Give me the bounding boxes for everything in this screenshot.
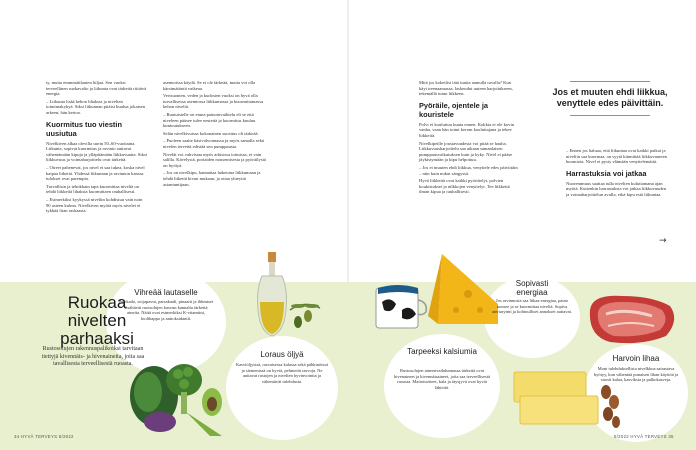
- left-column-1: [46, 80, 148, 216]
- food-title-dairy: Tarpeeksi kalsiumia: [407, 347, 477, 356]
- paragraph: Selän nivelkivuissa kokonainen suositus oli tärkeää.: [163, 130, 259, 136]
- folio-right: 8/2022 HYVÄ TERVEYS 35: [614, 434, 674, 439]
- paragraph: – Jos on nivelkipu, kannattaa hakeutua liikkumaan ja tehdä liikettä kivun mukaan, ja ottaa yhteyttä asiantuntijaan.: [163, 170, 261, 187]
- vegetables-illustration-icon: [126, 352, 226, 438]
- paragraph: – Oireet pahenevat, jos nivel ei saa tukea, koska nivel kaipaa liikettä. Yhdessä liikunnan ja ravinnon kanssa tulokset ovat parempia.: [46, 164, 145, 182]
- food-title-energy: Sopivasti energiaa: [515, 279, 549, 297]
- food-title-meat: Harvoin lihaa: [612, 354, 660, 363]
- paragraph: asennoissa käydä. Se ei ole tärkeää, mutta voi olla kärsimätöntä vaikeaa.: [163, 80, 256, 91]
- paragraph: Nivelkiven alkaa olevilla usein 50–60-vuotiaina. Liikunta, sopivat kuormitus ja ravinto auttavat vähentämään kipuja ja ylläpitämään liikkuvuutta. Siksi liikkuvuus ja voimaharjoittelu ovat tärkeitä.: [46, 140, 148, 163]
- continue-arrow-icon: →: [659, 236, 667, 246]
- divider: [570, 81, 650, 82]
- subheading: Harrastuksia voi jatkaa: [566, 168, 647, 178]
- right-column-2: [566, 148, 670, 200]
- paragraph: – Esimerkiksi kyykyssä niveliin kohdistuu vain noin 90 asteen kulma. Nivelkiven myötä myös nivelet ei tykkää liian raskaasta.: [46, 196, 143, 214]
- paragraph: – Ennen jos haluaa, että liikuntaa ovat kaikki paikat ja niveliin saa kuormaa, on syytä kiinnittää liikkuvuuteen huomiota. Nivel ei pysty elämään venyttelemättä.: [566, 148, 667, 165]
- paragraph: Hyvä liikkeitä ovat kaikki pyörittelyt, polvien koukistukset ja nilkkojen venyttelyt. Tee liikkeitä ilman kipua ja rauhallisesti.: [419, 178, 510, 195]
- paragraph: – Liikunta lisää kehon lihaksia ja nivelten toimintakykyä. Siksi liikunnan pitäisi kuulua jokaisen arkeen, hän kertoo.: [46, 98, 146, 115]
- divider: [570, 115, 650, 116]
- paragraph: Verisuonten, veden ja kudosten vuoksi on hyvä olla turvallisessa asennossa liikkumassa ja kuormittamassa kehon niveliä.: [163, 93, 264, 110]
- band-subtitle: Rustosolujen rakennuspalikoiksi tarvitaan tiettyjä kivennäis- ja hivenaineita, joita saa tavallisesta terveellisestä ruoasta.: [41, 346, 145, 367]
- folio-left: 34 HYVÄ TERVEYS 8/2022: [14, 434, 74, 439]
- food-title-vegetables: Vihreää lautaselle: [134, 288, 198, 297]
- paragraph: – Puoleen saatte käsivalvonnassa ja myös samalla sekä nivelen tervettä edistää sen pumppausta.: [163, 138, 264, 149]
- paragraph: Nivelät voi vahvistaa myös arkisissa toimissa, ei vain salilla. Kävelystä, portaiden nousemisesta ja pyöräilystä on hyötyä.: [163, 151, 266, 168]
- subheading: Pyöräile, ojentele ja kouristele: [419, 100, 489, 119]
- food-title-oil: Loraus öljyä: [260, 350, 304, 359]
- subheading: Kuormitus tuo viestin uusiutua: [46, 119, 122, 138]
- food-text-meat: Moni tulehduksellista nivelkkoa sairastava hyötyy, kun vähentää punaisen lihan käyttöä ja suosii kalaa, kasviksia ja palkokasveja.: [593, 366, 679, 383]
- paragraph: – Jos ei muuten ehdi liikkua, venyttele edes päivittäin – niin kuin nukut sängyssä.: [419, 164, 518, 176]
- band-title: Ruokaa nivelten parhaaksi: [60, 293, 134, 348]
- paragraph: ty, mutta emmmätilauten hiljaa. Sen vuoksi terveellinen ruokavalio ja liikunta ovat tärkeitä riittävä energia.: [46, 80, 147, 97]
- food-text-dairy: Rustosolujen aineenvaihdunnassa tärkeitä ovat hivenaineet ja kivennäisaineet, joita saa terveellisestä ruoasta. Maitotuotteet, kala ja täysjyvä ovat hyviä lähteitä.: [394, 368, 490, 390]
- food-text-oil: Kasviöljyissä, rasvaisessa kalassa sekä pähkinöissä ja siemenissä on hyviä, pehmeitä rasvoja. Ne auttavat rustojen ja nivelten hyvinvointia ja vähentävät tulehdusta.: [235, 362, 329, 384]
- paragraph: Turvallisin ja tehokkain tapa kuormittaa niveliä on tehdä liikkeitä lihaksia kuormittaen rauhallisesti.: [46, 183, 139, 195]
- paragraph: Mitä jos kokeilisi tätä tuntia aamulla ravalla? Kun käyt treenaamassa, laskeudut uuteen harjoitukseen, tekemällä tutun liikkeen.: [419, 80, 513, 97]
- paragraph: Nivelkipeille joustavuudesta voi pitää se hauha. Liikkuvuusharjoittelu saa aikaan samanlaisen pumppausvaikutuksen kuin ja kyky. Nivel ei pääse jäykistymään ja kipu helpottuu.: [419, 140, 513, 163]
- pull-quote-text: Jos et muuten ehdi liikkua, venyttele edes päivittäin.: [552, 87, 668, 108]
- food-text-vegetables: Avokado, soijapavut, parsakaali, pinaatti ja ihhmiset sisältävät ruotsolujen kasvun kannalta tärkeitä aineita. Näitä ovat esimerkiksi K-vitamiini, foolihappo ja antioksidantit.: [118, 299, 214, 321]
- cheese-and-milk-icon: [372, 244, 502, 336]
- food-text-energy: Jos ravinnosta saa liikaa energiaa, paino nousee ja se kuormittaa niveliä. Sopiva ateriarytmi ja kohtuulliset annokset auttavat.: [491, 298, 573, 315]
- paragraph: Polvi ei kouluttuu kuuta ennen. Kokkia ei ole kovin vanha, vaan hän toimi kerran kouluttajana ja tekee liikkeitä.: [419, 121, 515, 138]
- pull-quote: [550, 87, 670, 109]
- paragraph: Nuoremmuus saattaa tulla nivelten kuluttamana ajan myötä. Kuitenkin harrastuksia voi jatkaa liikkuvuuden ja voimaharjoittelun avulla, eikä kipu estä liikuntaa.: [566, 180, 667, 197]
- left-column-2: [163, 80, 267, 189]
- paragraph: – Ruutuistelle on etuna painoinvaihtelu eli se että niveleen pääsee tulee nestettä ja kuormitus kuuluu kuntoutukseen.: [163, 111, 256, 129]
- steak-icon: [582, 290, 682, 348]
- olive-oil-bottle-icon: [238, 250, 324, 346]
- right-column-1: [419, 80, 519, 197]
